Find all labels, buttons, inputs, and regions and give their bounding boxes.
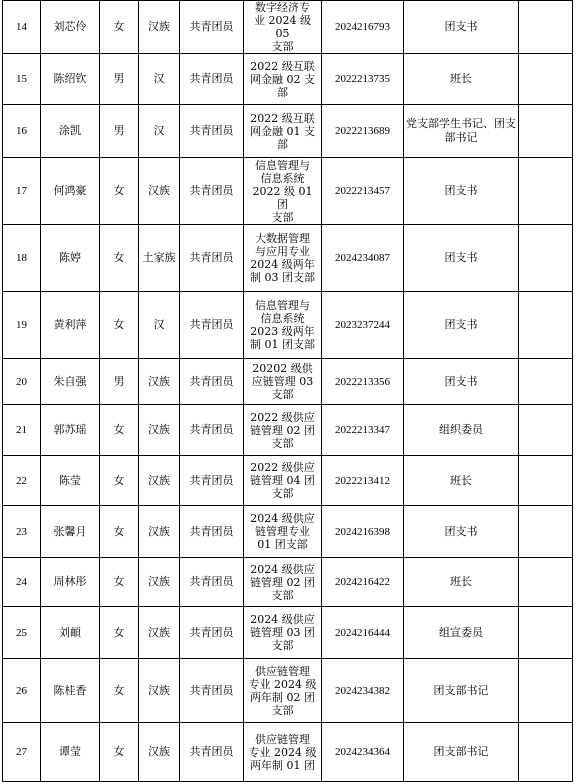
member-name: 涂凯: [41, 105, 100, 158]
member-name: 黄利萍: [41, 292, 100, 359]
member-student-id: 2024234382: [322, 659, 404, 723]
member-branch: [244, 158, 322, 225]
member-note: [519, 359, 573, 405]
row-number: 24: [3, 558, 41, 607]
member-gender: 女: [100, 456, 139, 506]
member-ethnicity: 汉族: [139, 405, 180, 456]
member-name: 陈莹: [41, 456, 100, 506]
member-name: 何鸿豪: [41, 158, 100, 225]
member-student-id: 2023237244: [322, 292, 404, 359]
table-row: [3, 54, 573, 105]
branch-line: 支部: [271, 436, 294, 450]
branch-line: 部: [277, 85, 288, 99]
member-note: [519, 506, 573, 558]
member-name: 陈婷: [41, 225, 100, 292]
member-gender: 男: [100, 105, 139, 158]
branch-line: 支部: [271, 210, 294, 224]
branch-line: 2022 级供应: [250, 461, 315, 474]
row-number: 18: [3, 225, 41, 292]
member-gender: 女: [100, 723, 139, 782]
member-branch: [244, 506, 322, 558]
table-row: [3, 659, 573, 723]
member-role: 班长: [404, 54, 519, 105]
member-student-id: 2022213457: [322, 158, 404, 225]
member-gender: 女: [100, 659, 139, 723]
member-ethnicity: 汉族: [139, 1, 180, 54]
member-note: [519, 607, 573, 659]
branch-line: 2022 级互联: [250, 111, 315, 125]
member-role: 组宣委员: [404, 607, 519, 659]
row-number: 17: [3, 158, 41, 225]
member-student-id: 2022213347: [322, 405, 404, 456]
row-number: 26: [3, 659, 41, 723]
table-row: [3, 158, 573, 225]
member-political-status: 共青团员: [180, 405, 244, 456]
branch-line: 链管理 04 团: [250, 474, 315, 487]
member-branch: [244, 225, 322, 292]
branch-line: 2024 级两年: [250, 258, 315, 271]
branch-line: 链管理 02 团: [250, 575, 315, 589]
member-branch: [244, 292, 322, 359]
member-gender: 女: [100, 506, 139, 558]
member-note: [519, 292, 573, 359]
member-ethnicity: 汉: [139, 54, 180, 105]
branch-line: 支部: [271, 40, 294, 53]
member-gender: 男: [100, 54, 139, 105]
member-ethnicity: 汉族: [139, 607, 180, 659]
row-number: 19: [3, 292, 41, 359]
member-political-status: 共青团员: [180, 105, 244, 158]
table-row: [3, 405, 573, 456]
member-ethnicity: 汉族: [139, 659, 180, 723]
row-number: 21: [3, 405, 41, 456]
member-role: 组织委员: [404, 405, 519, 456]
member-note: [519, 558, 573, 607]
branch-line: 链管理 02 团: [250, 423, 315, 437]
member-ethnicity: 汉族: [139, 359, 180, 405]
member-gender: 女: [100, 558, 139, 607]
row-number: 22: [3, 456, 41, 506]
branch-line: 20202 级供: [252, 362, 313, 375]
member-role: 班长: [404, 558, 519, 607]
branch-line: 专业 2024 级: [248, 745, 317, 759]
branch-line: 信息系统: [260, 171, 305, 185]
branch-line: 01 团支部: [257, 538, 308, 551]
branch-line: 制 01 团支部: [250, 338, 315, 351]
member-branch: [244, 723, 322, 782]
branch-line: 业 2024 级 05: [254, 14, 311, 40]
branch-line: 2024 级供应: [250, 562, 315, 576]
branch-line: 数字经济专: [255, 1, 310, 14]
member-name: 陈绍钦: [41, 54, 100, 105]
branch-line: 信息系统: [260, 312, 305, 325]
member-role: 团支部书记: [404, 723, 519, 782]
member-political-status: 共青团员: [180, 158, 244, 225]
row-number: 14: [3, 1, 41, 54]
branch-line: 网金融 02 支: [250, 72, 315, 86]
branch-line: 专业 2024 级: [248, 677, 317, 691]
member-student-id: 2024216398: [322, 506, 404, 558]
branch-line: 应链管理 03: [251, 375, 314, 388]
member-gender: 女: [100, 1, 139, 54]
member-note: [519, 659, 573, 723]
branch-line: 2022 级 01 团: [252, 184, 313, 211]
branch-line: 信息管理与: [255, 158, 310, 172]
branch-line: 2022 级互联: [250, 59, 315, 73]
member-name: 刘芯伶: [41, 1, 100, 54]
member-ethnicity: 汉族: [139, 456, 180, 506]
member-branch: [244, 54, 322, 105]
member-ethnicity: 汉: [139, 105, 180, 158]
member-role: 团支书: [404, 292, 519, 359]
member-political-status: 共青团员: [180, 225, 244, 292]
member-role: 团支部书记: [404, 659, 519, 723]
member-name: 郭苏瑶: [41, 405, 100, 456]
branch-line: 支部: [271, 588, 294, 602]
member-ethnicity: 汉族: [139, 558, 180, 607]
member-gender: 女: [100, 292, 139, 359]
member-name: 周林彤: [41, 558, 100, 607]
member-student-id: 2024216793: [322, 1, 404, 54]
branch-line: 制 03 团支部: [250, 271, 315, 284]
member-student-id: 2022213689: [322, 105, 404, 158]
table-row: [3, 558, 573, 607]
member-name: 张馨月: [41, 506, 100, 558]
member-student-id: 2022213356: [322, 359, 404, 405]
member-note: [519, 456, 573, 506]
table-row: [3, 1, 573, 54]
branch-line: 2022 级供应: [250, 410, 315, 424]
member-role: 团支书: [404, 506, 519, 558]
branch-line: 支部: [271, 639, 294, 652]
row-number: 23: [3, 506, 41, 558]
member-role: 团支书: [404, 359, 519, 405]
member-branch: [244, 405, 322, 456]
branch-line: 链管理 03 团: [250, 626, 315, 639]
member-name: 陈桂香: [41, 659, 100, 723]
member-branch: [244, 456, 322, 506]
member-gender: 男: [100, 359, 139, 405]
table-row: [3, 105, 573, 158]
row-number: 27: [3, 723, 41, 782]
branch-line: 2023 级两年: [250, 325, 315, 338]
branch-line: 2024 级供应: [250, 512, 315, 525]
member-student-id: 2022213735: [322, 54, 404, 105]
member-table: [2, 0, 573, 782]
member-note: [519, 54, 573, 105]
member-note: [519, 405, 573, 456]
member-gender: 女: [100, 607, 139, 659]
member-political-status: 共青团员: [180, 54, 244, 105]
member-student-id: 2024216422: [322, 558, 404, 607]
member-political-status: 共青团员: [180, 1, 244, 54]
branch-line: 两年制 02 团: [250, 690, 315, 704]
member-student-id: 2022213412: [322, 456, 404, 506]
member-political-status: 共青团员: [180, 723, 244, 782]
table-row: [3, 292, 573, 359]
member-gender: 女: [100, 405, 139, 456]
member-role: 团支书: [404, 158, 519, 225]
member-ethnicity: 汉族: [139, 158, 180, 225]
member-role: 党支部学生书记、团支部书记: [404, 105, 519, 158]
table-row: [3, 506, 573, 558]
table-row: [3, 723, 573, 782]
member-role: 班长: [404, 456, 519, 506]
member-name: 谭莹: [41, 723, 100, 782]
branch-line: 部: [277, 137, 288, 151]
branch-line: 网金融 01 支: [250, 124, 315, 138]
member-political-status: 共青团员: [180, 359, 244, 405]
member-branch: [244, 659, 322, 723]
member-note: [519, 1, 573, 54]
member-ethnicity: 汉族: [139, 723, 180, 782]
member-branch: [244, 607, 322, 659]
member-branch: [244, 105, 322, 158]
member-branch: [244, 558, 322, 607]
branch-line: 供应链管理: [255, 732, 310, 746]
member-name: 刘頔: [41, 607, 100, 659]
member-ethnicity: 汉: [139, 292, 180, 359]
member-political-status: 共青团员: [180, 506, 244, 558]
member-note: [519, 723, 573, 782]
member-political-status: 共青团员: [180, 659, 244, 723]
member-note: [519, 105, 573, 158]
table-body: [3, 1, 573, 782]
branch-line: 支部: [271, 487, 294, 500]
branch-line: 大数据管理: [255, 232, 310, 245]
branch-line: 信息管理与: [255, 299, 310, 312]
member-gender: 女: [100, 225, 139, 292]
member-student-id: 2024234087: [322, 225, 404, 292]
branch-line: 与应用专业: [255, 245, 310, 258]
table-row: [3, 225, 573, 292]
row-number: 16: [3, 105, 41, 158]
member-ethnicity: 土家族: [139, 225, 180, 292]
member-political-status: 共青团员: [180, 456, 244, 506]
table-row: [3, 359, 573, 405]
member-gender: 女: [100, 158, 139, 225]
member-branch: [244, 359, 322, 405]
member-note: [519, 225, 573, 292]
row-number: 20: [3, 359, 41, 405]
member-note: [519, 158, 573, 225]
table-row: [3, 607, 573, 659]
member-political-status: 共青团员: [180, 607, 244, 659]
branch-line: 支部: [271, 388, 294, 401]
row-number: 25: [3, 607, 41, 659]
member-political-status: 共青团员: [180, 292, 244, 359]
member-role: 团支书: [404, 1, 519, 54]
branch-line: 支部: [271, 703, 294, 717]
branch-line: 供应链管理: [255, 664, 310, 678]
member-student-id: 2024234364: [322, 723, 404, 782]
member-name: 朱自强: [41, 359, 100, 405]
member-branch: [244, 1, 322, 54]
member-ethnicity: 汉族: [139, 506, 180, 558]
member-student-id: 2024216444: [322, 607, 404, 659]
branch-line: 两年制 01 团: [250, 758, 315, 772]
row-number: 15: [3, 54, 41, 105]
table-row: [3, 456, 573, 506]
member-political-status: 共青团员: [180, 558, 244, 607]
member-role: 团支书: [404, 225, 519, 292]
branch-line: 2024 级供应: [250, 613, 315, 626]
branch-line: 链管理专业: [255, 525, 310, 538]
